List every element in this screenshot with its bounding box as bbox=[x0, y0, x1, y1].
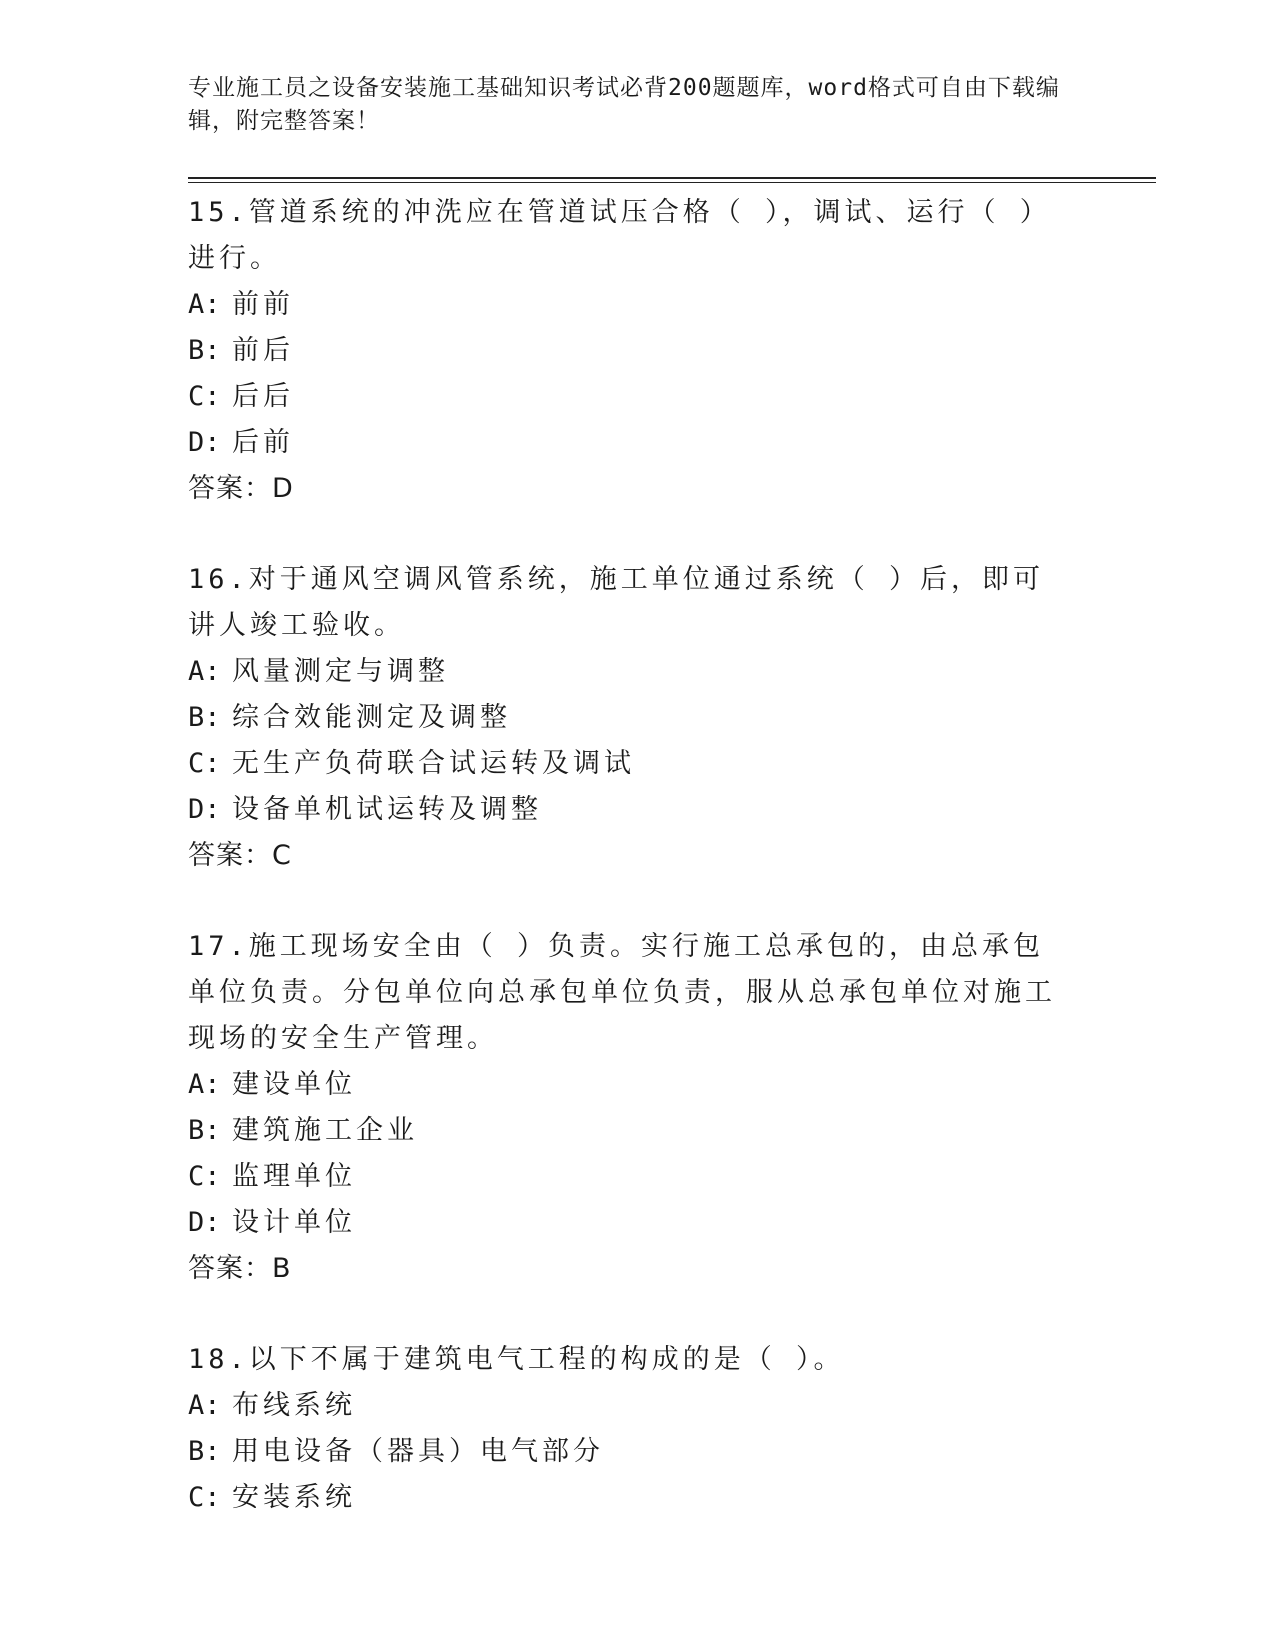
option-text: 设计单位 bbox=[232, 1207, 356, 1238]
option-text: 风量测定与调整 bbox=[232, 656, 449, 687]
option-letter: B: bbox=[188, 1115, 221, 1146]
option-text: 安装系统 bbox=[232, 1482, 356, 1513]
answer-text: 答案：B bbox=[188, 1253, 292, 1284]
option-letter: B: bbox=[188, 1436, 221, 1467]
answer-text: 答案：C bbox=[188, 840, 292, 871]
option-b bbox=[188, 1429, 1068, 1475]
question-17 bbox=[188, 924, 1068, 1292]
question-text: 18.以下不属于建筑电气工程的构成的是（ ）。 bbox=[188, 1344, 845, 1375]
option-letter: A: bbox=[188, 1069, 221, 1100]
option-letter: D: bbox=[188, 794, 221, 825]
option-text: 前后 bbox=[232, 335, 294, 366]
option-text: 设备单机试运转及调整 bbox=[232, 794, 542, 825]
question-16 bbox=[188, 557, 1068, 879]
option-text: 后后 bbox=[232, 381, 294, 412]
option-text: 布线系统 bbox=[232, 1390, 356, 1421]
option-text: 前前 bbox=[232, 289, 294, 320]
option-a bbox=[188, 649, 1068, 695]
option-letter: C: bbox=[188, 748, 221, 779]
document-header-title: 专业施工员之设备安装施工基础知识考试必背200题题库，word格式可自由下载编辑，附完整答案！ bbox=[188, 75, 1060, 134]
option-text: 无生产负荷联合试运转及调试 bbox=[232, 748, 635, 779]
option-letter: A: bbox=[188, 289, 221, 320]
option-a bbox=[188, 1062, 1068, 1108]
option-letter: D: bbox=[188, 427, 221, 458]
option-a bbox=[188, 1383, 1068, 1429]
option-d bbox=[188, 420, 1068, 466]
option-a bbox=[188, 282, 1068, 328]
option-c bbox=[188, 741, 1068, 787]
option-letter: A: bbox=[188, 1390, 221, 1421]
option-text: 综合效能测定及调整 bbox=[232, 702, 511, 733]
question-text: 17.施工现场安全由（ ）负责。实行施工总承包的，由总承包单位负责。分包单位向总承包单位负责，服从总承包单位对施工现场的安全生产管理。 bbox=[188, 931, 1056, 1054]
option-text: 用电设备（器具）电气部分 bbox=[232, 1436, 604, 1467]
option-letter: A: bbox=[188, 656, 221, 687]
answer-text: 答案：D bbox=[188, 473, 294, 504]
option-c bbox=[188, 1154, 1068, 1200]
header-divider-thick bbox=[188, 177, 1156, 179]
option-letter: C: bbox=[188, 1482, 221, 1513]
option-d bbox=[188, 787, 1068, 833]
question-text: 16.对于通风空调风管系统，施工单位通过系统（ ）后，即可讲人竣工验收。 bbox=[188, 564, 1045, 641]
option-text: 监理单位 bbox=[232, 1161, 356, 1192]
option-b bbox=[188, 695, 1068, 741]
option-letter: C: bbox=[188, 381, 221, 412]
header-divider-thin bbox=[188, 182, 1156, 183]
option-c bbox=[188, 1475, 1068, 1521]
question-list bbox=[188, 190, 1068, 1566]
option-d bbox=[188, 1200, 1068, 1246]
option-letter: B: bbox=[188, 702, 221, 733]
question-15 bbox=[188, 190, 1068, 512]
question-18 bbox=[188, 1337, 1068, 1521]
option-b bbox=[188, 328, 1068, 374]
option-text: 建设单位 bbox=[232, 1069, 356, 1100]
question-text: 15.管道系统的冲洗应在管道试压合格（ ），调试、运行（ ）进行。 bbox=[188, 197, 1051, 274]
option-letter: C: bbox=[188, 1161, 221, 1192]
option-text: 后前 bbox=[232, 427, 294, 458]
option-letter: D: bbox=[188, 1207, 221, 1238]
option-letter: B: bbox=[188, 335, 221, 366]
option-c bbox=[188, 374, 1068, 420]
option-text: 建筑施工企业 bbox=[232, 1115, 418, 1146]
option-b bbox=[188, 1108, 1068, 1154]
